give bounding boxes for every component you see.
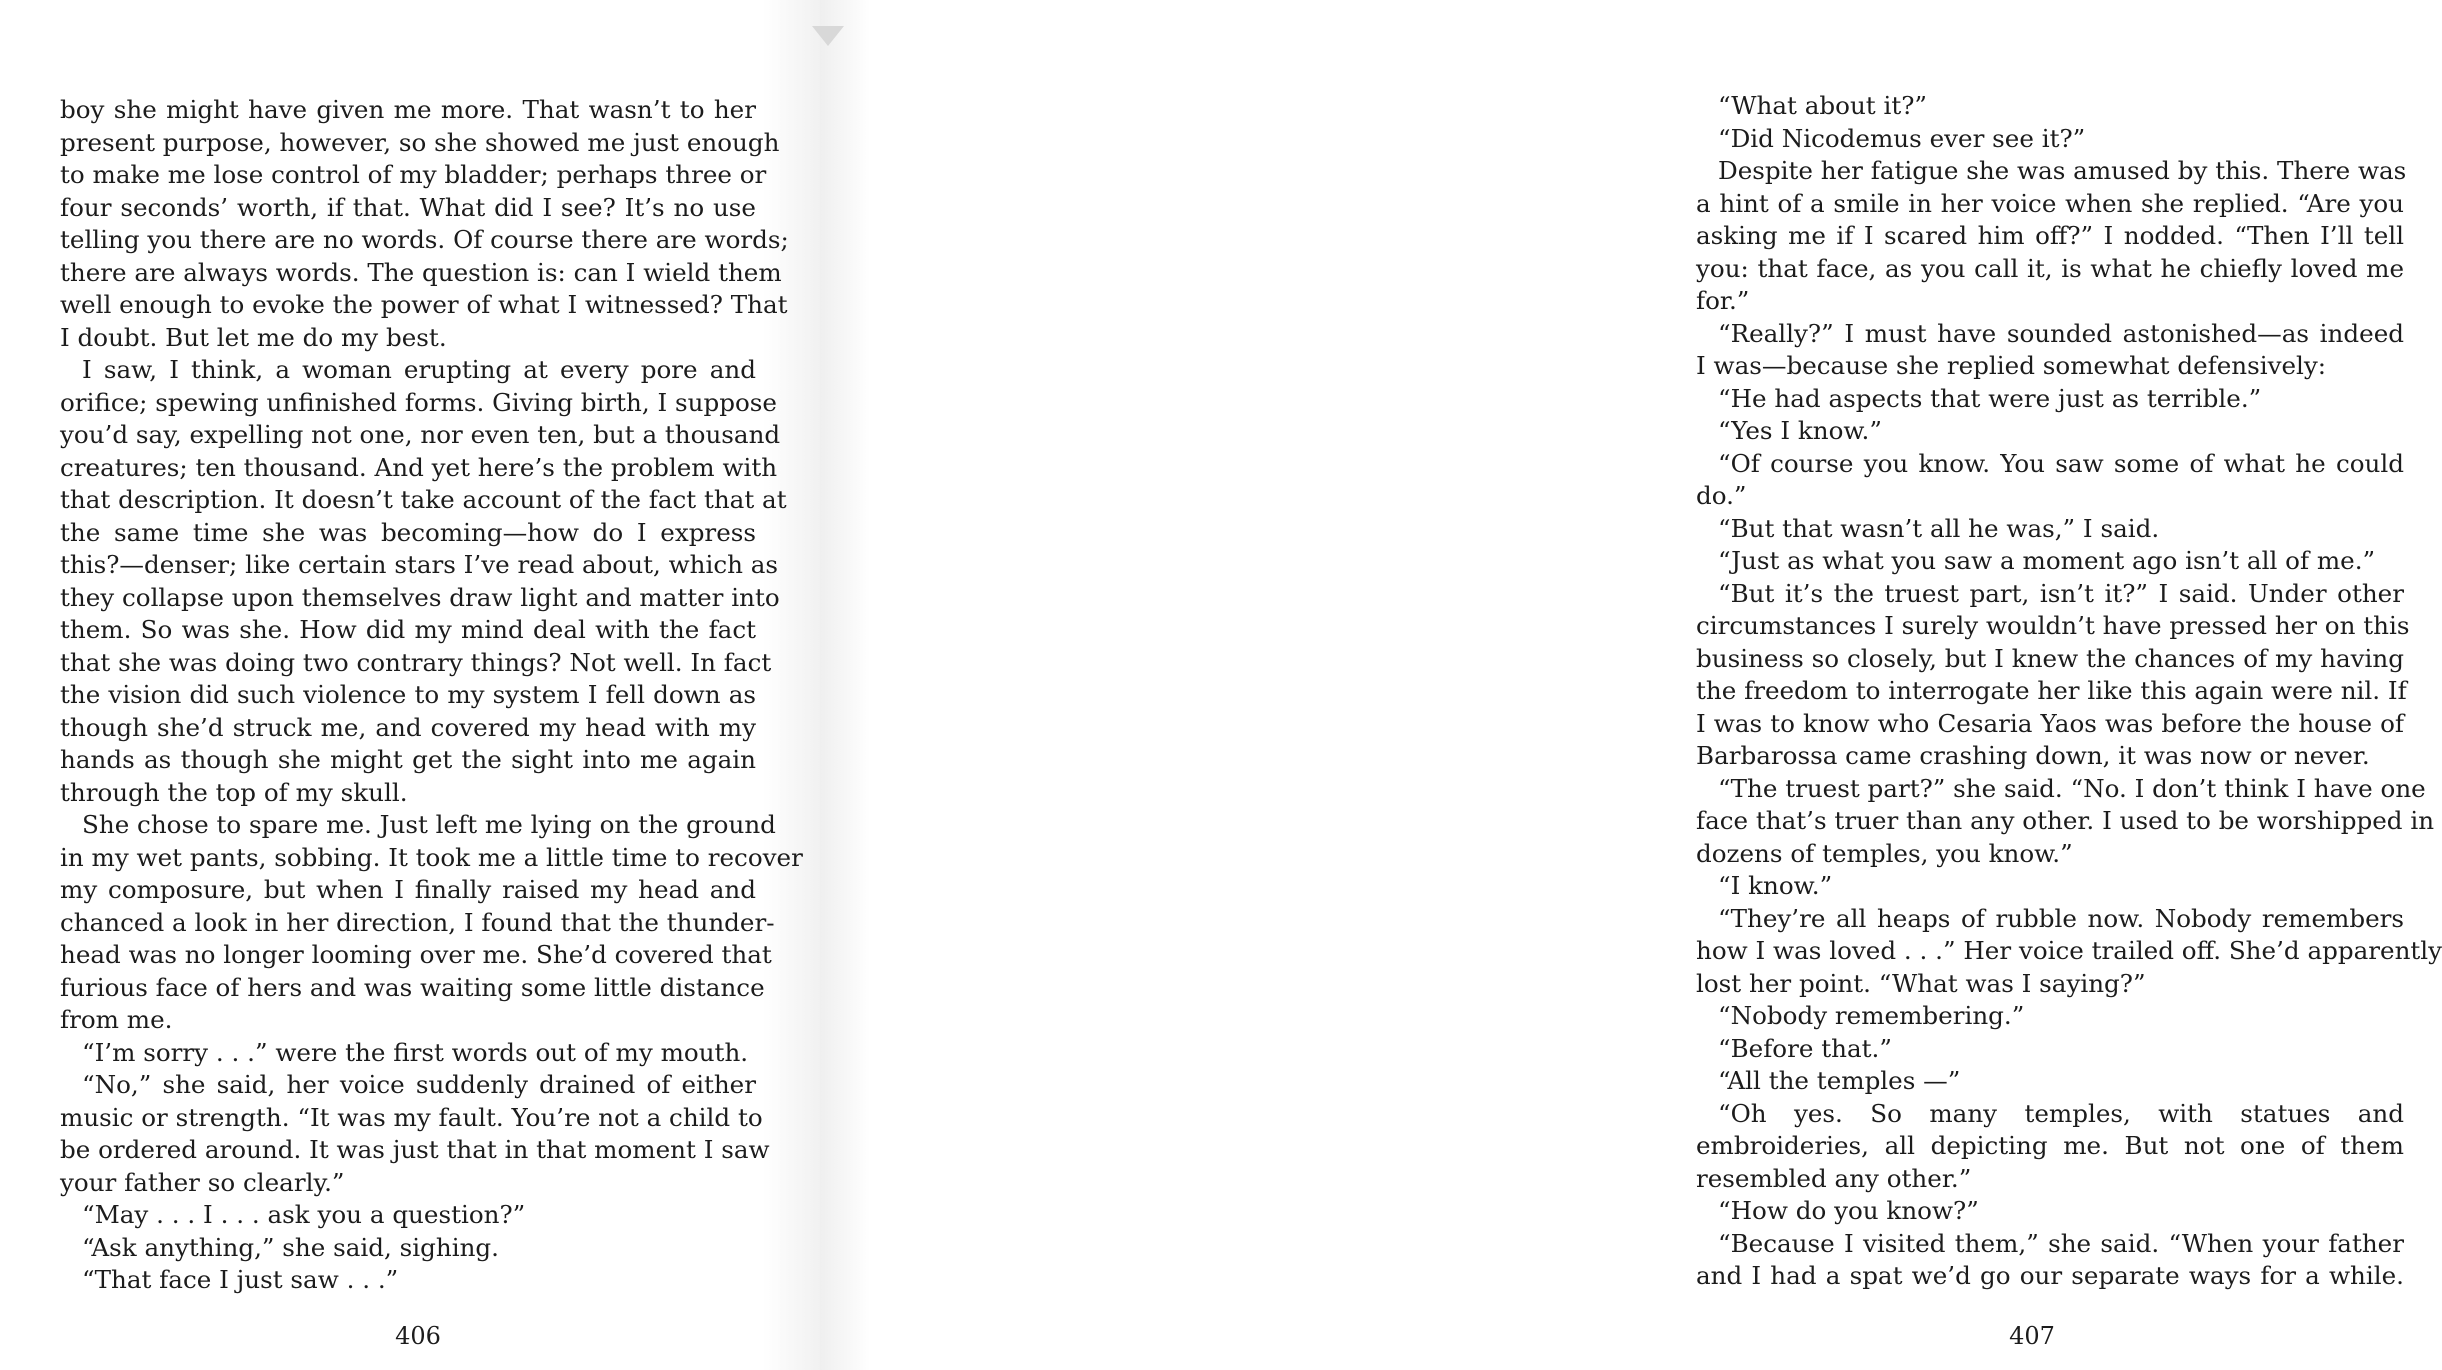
text-line: orifice; spewing unfinished forms. Giving birth, I suppose: [60, 387, 777, 417]
text-line: though she’d struck me, and covered my head with my: [60, 712, 756, 742]
text-line: from me.: [60, 1005, 173, 1034]
text-line: that description. It doesn’t take account of the fact that at: [60, 485, 787, 514]
text-line: four seconds’ worth, if that. What did I see? It’s no use: [60, 192, 756, 222]
text-line: “I’m sorry . . .” were the first words out of my mouth.: [82, 1037, 749, 1067]
text-line: I was—because she replied somewhat defensively:: [1696, 351, 2327, 380]
text-line: “Yes I know.”: [1718, 416, 1882, 445]
text-line: furious face of hers and was waiting some little distance: [60, 972, 765, 1002]
text-line: head was no longer looming over me. She’d covered that: [60, 940, 772, 969]
text-line: hands as though she might get the sight into me again: [60, 745, 756, 774]
gutter-shadow: [812, 26, 844, 46]
text-line: in my wet pants, sobbing. It took me a little time to recover: [60, 842, 803, 872]
text-line: “Ask anything,” she said, sighing.: [82, 1232, 499, 1262]
text-line: “Nobody remembering.”: [1718, 1001, 2025, 1030]
text-line: how I was loved . . .” Her voice trailed off. She’d apparently: [1696, 936, 2442, 965]
text-line: “Because I visited them,” she said. “When your father: [1718, 1228, 2404, 1258]
text-line: for.”: [1696, 286, 1750, 315]
text-line: through the top of my skull.: [60, 777, 408, 807]
right-page-number: 407: [2009, 1322, 2055, 1350]
text-line: well enough to evoke the power of what I witnessed? That: [60, 290, 788, 319]
text-line: my composure, but when I finally raised my head and: [60, 875, 756, 904]
text-line: boy she might have given me more. That wasn’t to her: [60, 95, 756, 124]
text-line: “Did Nicodemus ever see it?”: [1718, 123, 2086, 153]
text-line: “The truest part?” she said. “No. I don’t think I have one: [1718, 773, 2426, 803]
text-line: your father so clearly.”: [60, 1167, 345, 1197]
text-line: I saw, I think, a woman erupting at every pore and: [82, 355, 756, 384]
text-line: there are always words. The question is: can I wield them: [60, 257, 782, 287]
text-line: they collapse upon themselves draw light and matter into: [60, 582, 780, 612]
text-line: “Just as what you saw a moment ago isn’t all of me.”: [1718, 546, 2376, 575]
text-line: music or strength. “It was my fault. You’re not a child to: [60, 1102, 763, 1132]
text-line: the freedom to interrogate her like this again were nil. If: [1696, 676, 2407, 705]
text-line: I doubt. But let me do my best.: [60, 322, 447, 352]
text-line: the vision did such violence to my system I fell down as: [60, 680, 756, 709]
text-line: “But that wasn’t all he was,” I said.: [1718, 513, 2160, 543]
text-line: “Really?” I must have sounded astonished—as indeed: [1718, 318, 2404, 348]
text-line: creatures; ten thousand. And yet here’s the problem with: [60, 452, 778, 482]
text-line: circumstances I surely wouldn’t have pressed her on this: [1696, 611, 2410, 640]
text-line: you’d say, expelling not one, nor even ten, but a thousand: [60, 420, 781, 449]
text-line: “Of course you know. You saw some of what he could: [1718, 448, 2404, 478]
text-line: to make me lose control of my bladder; perhaps three or: [60, 160, 767, 189]
text-line: embroideries, all depicting me. But not one of them: [1696, 1131, 2404, 1160]
text-line: business so closely, but I knew the chances of my having: [1696, 643, 2404, 673]
text-line: a hint of a smile in her voice when she replied. “Are you: [1696, 188, 2404, 218]
text-line: “Oh yes. So many temples, with statues and: [1718, 1098, 2404, 1128]
right-page: [820, 0, 2442, 1370]
text-line: “But it’s the truest part, isn’t it?” I said. Under other: [1718, 578, 2404, 608]
text-line: “How do you know?”: [1718, 1196, 1979, 1225]
text-line: resembled any other.”: [1696, 1163, 1972, 1193]
text-line: you: that face, as you call it, is what he chiefly loved me: [1696, 253, 2404, 283]
text-line: that she was doing two contrary things? Not well. In fact: [60, 647, 772, 677]
text-line: “All the temples —”: [1718, 1066, 1961, 1095]
left-page-number: 406: [395, 1322, 441, 1350]
text-line: dozens of temples, you know.”: [1696, 838, 2073, 868]
text-line: “No,” she said, her voice suddenly drained of either: [82, 1070, 756, 1099]
text-line: She chose to spare me. Just left me lying on the ground: [82, 810, 776, 839]
text-line: the same time she was becoming—how do I express: [60, 517, 756, 547]
text-line: chanced a look in her direction, I found that the thunder-: [60, 907, 775, 937]
text-line: “What about it?”: [1718, 91, 1927, 120]
text-line: them. So was she. How did my mind deal with the fact: [60, 615, 756, 644]
left-page: [0, 0, 820, 1370]
left-page-text: [60, 94, 803, 1297]
text-line: lost her point. “What was I saying?”: [1696, 968, 2146, 998]
text-line: Barbarossa came crashing down, it was now or never.: [1696, 741, 2370, 770]
text-line: telling you there are no words. Of course there are words;: [60, 225, 789, 254]
text-line: asking me if I scared him off?” I nodded. “Then I’ll tell: [1696, 221, 2404, 250]
text-line: “That face I just saw . . .”: [82, 1265, 399, 1294]
text-line: this?—denser; like certain stars I’ve read about, which as: [60, 550, 779, 579]
text-line: present purpose, however, so she showed me just enough: [60, 127, 780, 157]
text-line: do.”: [1696, 481, 1747, 510]
text-line: “May . . . I . . . ask you a question?”: [82, 1200, 526, 1229]
text-line: and I had a spat we’d go our separate ways for a while.: [1696, 1261, 2404, 1290]
text-line: “They’re all heaps of rubble now. Nobody remembers: [1718, 903, 2404, 933]
text-line: be ordered around. It was just that in that moment I saw: [60, 1135, 770, 1164]
right-page-text: [1696, 90, 2442, 1293]
text-line: “I know.”: [1718, 871, 1833, 900]
text-line: face that’s truer than any other. I used to be worshipped in: [1696, 806, 2435, 835]
text-line: I was to know who Cesaria Yaos was before the house of: [1696, 708, 2404, 738]
text-line: “He had aspects that were just as terrible.”: [1718, 383, 2262, 413]
text-line: “Before that.”: [1718, 1033, 1892, 1063]
text-line: Despite her fatigue she was amused by this. There was: [1718, 156, 2407, 185]
